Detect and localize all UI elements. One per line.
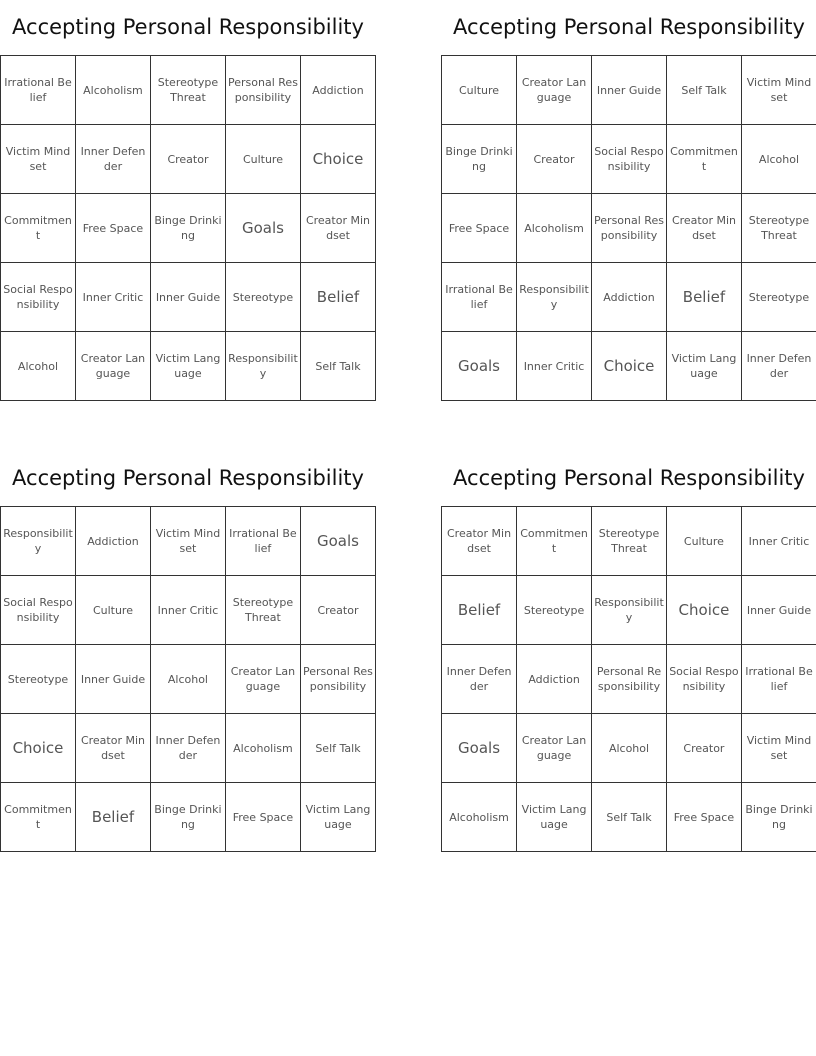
bingo-cell: Creator Mindset: [666, 194, 741, 263]
bingo-cell: Stereotype: [225, 263, 300, 332]
bingo-cell: Creator Language: [225, 645, 300, 714]
bingo-cell: Goals: [300, 507, 375, 576]
bingo-cell: Inner Guide: [741, 576, 816, 645]
bingo-cell: Irrational Belief: [225, 507, 300, 576]
bingo-grid: [441, 55, 816, 401]
bingo-cell: Responsibility: [225, 332, 300, 401]
bingo-cell: Creator Mindset: [442, 507, 517, 576]
card-title: Accepting Personal Responsibility: [12, 15, 364, 39]
bingo-cell: Belief: [300, 263, 375, 332]
bingo-cell: Stereotype Threat: [741, 194, 816, 263]
bingo-cell: Culture: [442, 56, 517, 125]
bingo-grid: [0, 55, 376, 401]
bingo-cell: Victim Mindset: [1, 125, 76, 194]
grid-row: [442, 332, 816, 401]
bingo-cell: Commitment: [666, 125, 741, 194]
grid-row: [442, 576, 816, 645]
bingo-cell: Binge Drinking: [741, 783, 816, 852]
bingo-cell: Responsibility: [1, 507, 76, 576]
bingo-cell: Free Space: [225, 783, 300, 852]
bingo-cell: Alcohol: [592, 714, 667, 783]
bingo-cell: Belief: [75, 783, 150, 852]
bingo-cell: Social Responsibility: [592, 125, 667, 194]
bingo-cell: Stereotype Threat: [225, 576, 300, 645]
bingo-cell: Inner Critic: [75, 263, 150, 332]
bingo-cell: Commitment: [517, 507, 592, 576]
grid-row: [1, 56, 376, 125]
bingo-cell: Addiction: [300, 56, 375, 125]
bingo-cell: Addiction: [592, 263, 667, 332]
bingo-cell: Irrational Belief: [1, 56, 76, 125]
bingo-cell: Creator Language: [517, 714, 592, 783]
bingo-cell: Binge Drinking: [150, 194, 225, 263]
bingo-cell: Victim Mindset: [741, 714, 816, 783]
bingo-cell: Inner Critic: [517, 332, 592, 401]
grid-row: [1, 645, 376, 714]
grid-row: [1, 194, 376, 263]
bingo-cell: Stereotype Threat: [592, 507, 667, 576]
bingo-cell: Goals: [442, 714, 517, 783]
bingo-cell: Victim Language: [300, 783, 375, 852]
bingo-cell: Irrational Belief: [741, 645, 816, 714]
bingo-cell: Creator: [300, 576, 375, 645]
bingo-cell: Responsibility: [592, 576, 667, 645]
grid-row: [1, 125, 376, 194]
bingo-cell: Inner Guide: [75, 645, 150, 714]
bingo-grid: [441, 506, 816, 852]
bingo-grid: [0, 506, 376, 852]
grid-row: [442, 125, 816, 194]
bingo-cell: Self Talk: [300, 714, 375, 783]
bingo-cell: Addiction: [75, 507, 150, 576]
bingo-cell: Alcoholism: [225, 714, 300, 783]
bingo-cell: Personal Responsibility: [300, 645, 375, 714]
bingo-cell: Alcoholism: [442, 783, 517, 852]
bingo-cell: Victim Language: [150, 332, 225, 401]
bingo-cell: Creator Mindset: [75, 714, 150, 783]
bingo-cell: Choice: [1, 714, 76, 783]
bingo-cell: Personal Responsibility: [592, 645, 667, 714]
card-title: Accepting Personal Responsibility: [12, 466, 364, 490]
grid-row: [1, 783, 376, 852]
bingo-cell: Choice: [666, 576, 741, 645]
bingo-cell: Irrational Belief: [442, 263, 517, 332]
bingo-cell: Inner Critic: [150, 576, 225, 645]
bingo-cell: Victim Mindset: [741, 56, 816, 125]
bingo-cell: Stereotype: [517, 576, 592, 645]
bingo-cell: Inner Guide: [150, 263, 225, 332]
bingo-cell: Victim Language: [666, 332, 741, 401]
bingo-cell: Creator Language: [517, 56, 592, 125]
bingo-cell: Creator Language: [75, 332, 150, 401]
bingo-cell: Victim Language: [517, 783, 592, 852]
bingo-cell: Commitment: [1, 783, 76, 852]
grid-row: [1, 576, 376, 645]
bingo-cell: Binge Drinking: [442, 125, 517, 194]
grid-row: [442, 714, 816, 783]
grid-row: [442, 645, 816, 714]
grid-row: [1, 263, 376, 332]
bingo-cell: Self Talk: [300, 332, 375, 401]
bingo-cell: Choice: [592, 332, 667, 401]
grid-row: [442, 263, 816, 332]
bingo-cell: Commitment: [1, 194, 76, 263]
grid-row: [442, 507, 816, 576]
bingo-cell: Social Responsibility: [1, 263, 76, 332]
bingo-cell: Culture: [666, 507, 741, 576]
bingo-cell: Culture: [225, 125, 300, 194]
bingo-cell: Alcohol: [1, 332, 76, 401]
bingo-cell: Victim Mindset: [150, 507, 225, 576]
bingo-cell: Social Responsibility: [666, 645, 741, 714]
bingo-cell: Inner Guide: [592, 56, 667, 125]
bingo-cell: Inner Defender: [741, 332, 816, 401]
bingo-cell: Inner Critic: [741, 507, 816, 576]
bingo-cell: Stereotype Threat: [150, 56, 225, 125]
bingo-cell: Free Space: [666, 783, 741, 852]
bingo-cell: Social Responsibility: [1, 576, 76, 645]
grid-row: [442, 783, 816, 852]
bingo-cell: Self Talk: [666, 56, 741, 125]
bingo-cell: Choice: [300, 125, 375, 194]
bingo-cell: Alcoholism: [75, 56, 150, 125]
bingo-cell: Creator Mindset: [300, 194, 375, 263]
bingo-cell: Belief: [442, 576, 517, 645]
grid-row: [1, 332, 376, 401]
bingo-cell: Binge Drinking: [150, 783, 225, 852]
bingo-cell: Stereotype: [1, 645, 76, 714]
bingo-cell: Inner Defender: [150, 714, 225, 783]
bingo-cell: Belief: [666, 263, 741, 332]
bingo-cell: Creator: [666, 714, 741, 783]
bingo-cell: Free Space: [442, 194, 517, 263]
bingo-cell: Free Space: [75, 194, 150, 263]
bingo-cell: Self Talk: [592, 783, 667, 852]
bingo-cell: Goals: [225, 194, 300, 263]
bingo-cell: Culture: [75, 576, 150, 645]
bingo-cell: Inner Defender: [75, 125, 150, 194]
bingo-cell: Addiction: [517, 645, 592, 714]
bingo-cell: Creator: [517, 125, 592, 194]
bingo-cell: Personal Responsibility: [592, 194, 667, 263]
bingo-cell: Responsibility: [517, 263, 592, 332]
card-title: Accepting Personal Responsibility: [453, 15, 805, 39]
bingo-cell: Goals: [442, 332, 517, 401]
bingo-cell: Creator: [150, 125, 225, 194]
bingo-cell: Alcohol: [741, 125, 816, 194]
bingo-cell: Alcohol: [150, 645, 225, 714]
grid-row: [1, 507, 376, 576]
bingo-cell: Alcoholism: [517, 194, 592, 263]
grid-row: [442, 56, 816, 125]
card-title: Accepting Personal Responsibility: [453, 466, 805, 490]
grid-row: [442, 194, 816, 263]
bingo-cell: Inner Defender: [442, 645, 517, 714]
grid-row: [1, 714, 376, 783]
bingo-cell: Stereotype: [741, 263, 816, 332]
bingo-cell: Personal Responsibility: [225, 56, 300, 125]
